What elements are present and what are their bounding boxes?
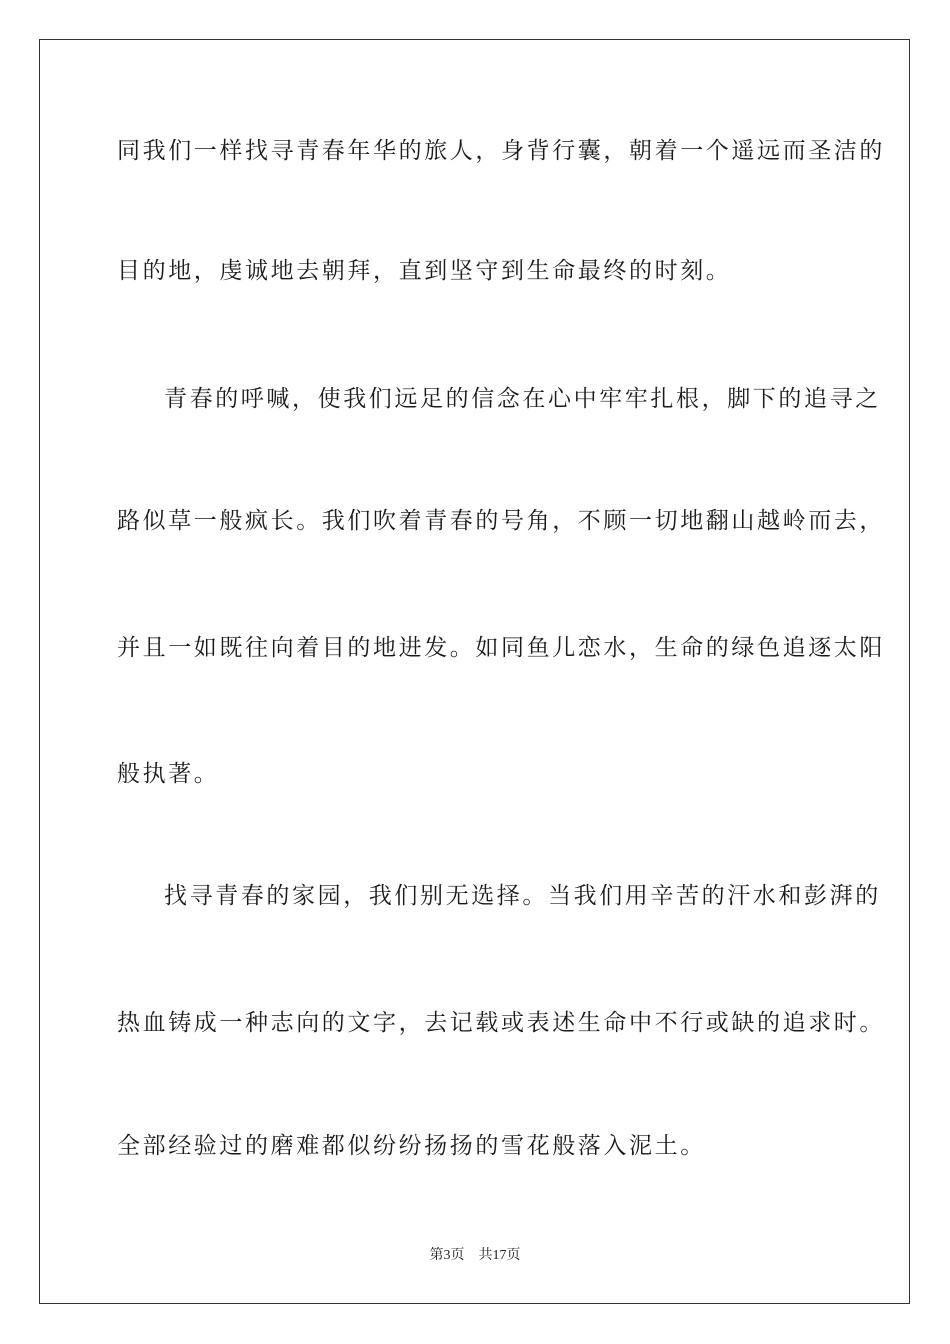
page-border [39, 39, 910, 1304]
paragraph-line-5: 并且一如既往向着目的地进发。如同鱼儿恋水，生命的绿色追逐太阳 [117, 635, 885, 661]
paragraph-line-6: 般执著。 [117, 761, 220, 787]
paragraph-line-4: 路似草一般疯长。我们吹着青春的号角，不顾一切地翻山越岭而去， [117, 508, 885, 534]
paragraph-line-1: 同我们一样找寻青春年华的旅人，身背行囊，朝着一个遥远而圣洁的 [117, 138, 885, 164]
page-footer [0, 1247, 950, 1265]
paragraph-line-2: 目的地，虔诚地去朝拜，直到坚守到生命最终的时刻。 [117, 258, 732, 284]
page-number: 第3页 [429, 1248, 465, 1263]
page-total: 共17页 [478, 1248, 521, 1263]
paragraph-line-9: 全部经验过的磨难都似纷纷扬扬的雪花般落入泥土。 [117, 1133, 706, 1159]
paragraph-line-7: 找寻青春的家园，我们别无选择。当我们用辛苦的汗水和彭湃的 [164, 883, 881, 909]
paragraph-line-8: 热血铸成一种志向的文字，去记载或表述生命中不行或缺的追求时。 [117, 1010, 885, 1036]
paragraph-line-3: 青春的呼喊，使我们远足的信念在心中牢牢扎根，脚下的追寻之 [164, 386, 881, 412]
